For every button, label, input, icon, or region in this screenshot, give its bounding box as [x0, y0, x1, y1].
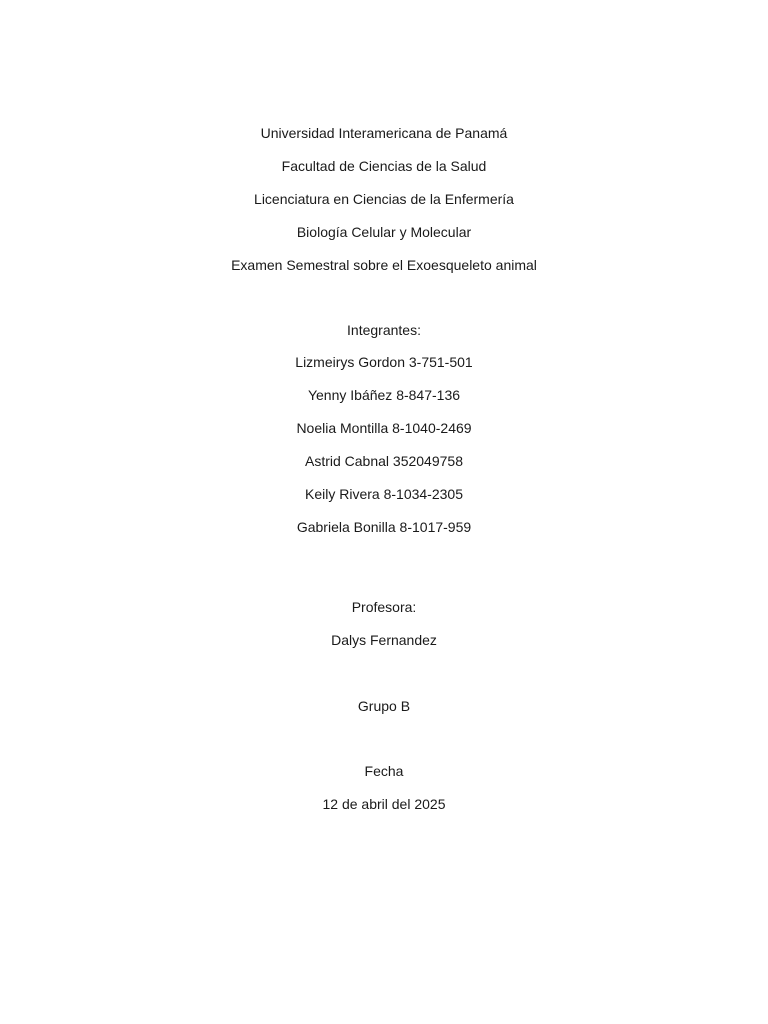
degree-name: Licenciatura en Ciencias de la Enfermería — [254, 191, 514, 207]
member-item: Yenny Ibáñez 8-847-136 — [307, 387, 461, 403]
faculty-name: Facultad de Ciencias de la Salud — [281, 158, 487, 174]
member-item: Gabriela Bonilla 8-1017-959 — [296, 519, 472, 535]
member-item: Astrid Cabnal 352049758 — [304, 453, 463, 469]
date-value: 12 de abril del 2025 — [322, 796, 446, 812]
members-label: Integrantes: — [347, 322, 421, 338]
member-item: Noelia Montilla 8-1040-2469 — [296, 420, 472, 436]
professor-name: Dalys Fernandez — [331, 632, 437, 648]
date-label: Fecha — [364, 763, 404, 779]
member-item: Lizmeirys Gordon 3-751-501 — [295, 354, 473, 370]
member-item: Keily Rivera 8-1034-2305 — [305, 486, 463, 502]
professor-label: Profesora: — [351, 599, 417, 615]
course-name: Biología Celular y Molecular — [296, 224, 472, 240]
university-name: Universidad Interamericana de Panamá — [260, 125, 508, 141]
exam-title: Examen Semestral sobre el Exoesqueleto animal — [231, 257, 537, 273]
group-label: Grupo B — [357, 698, 411, 714]
